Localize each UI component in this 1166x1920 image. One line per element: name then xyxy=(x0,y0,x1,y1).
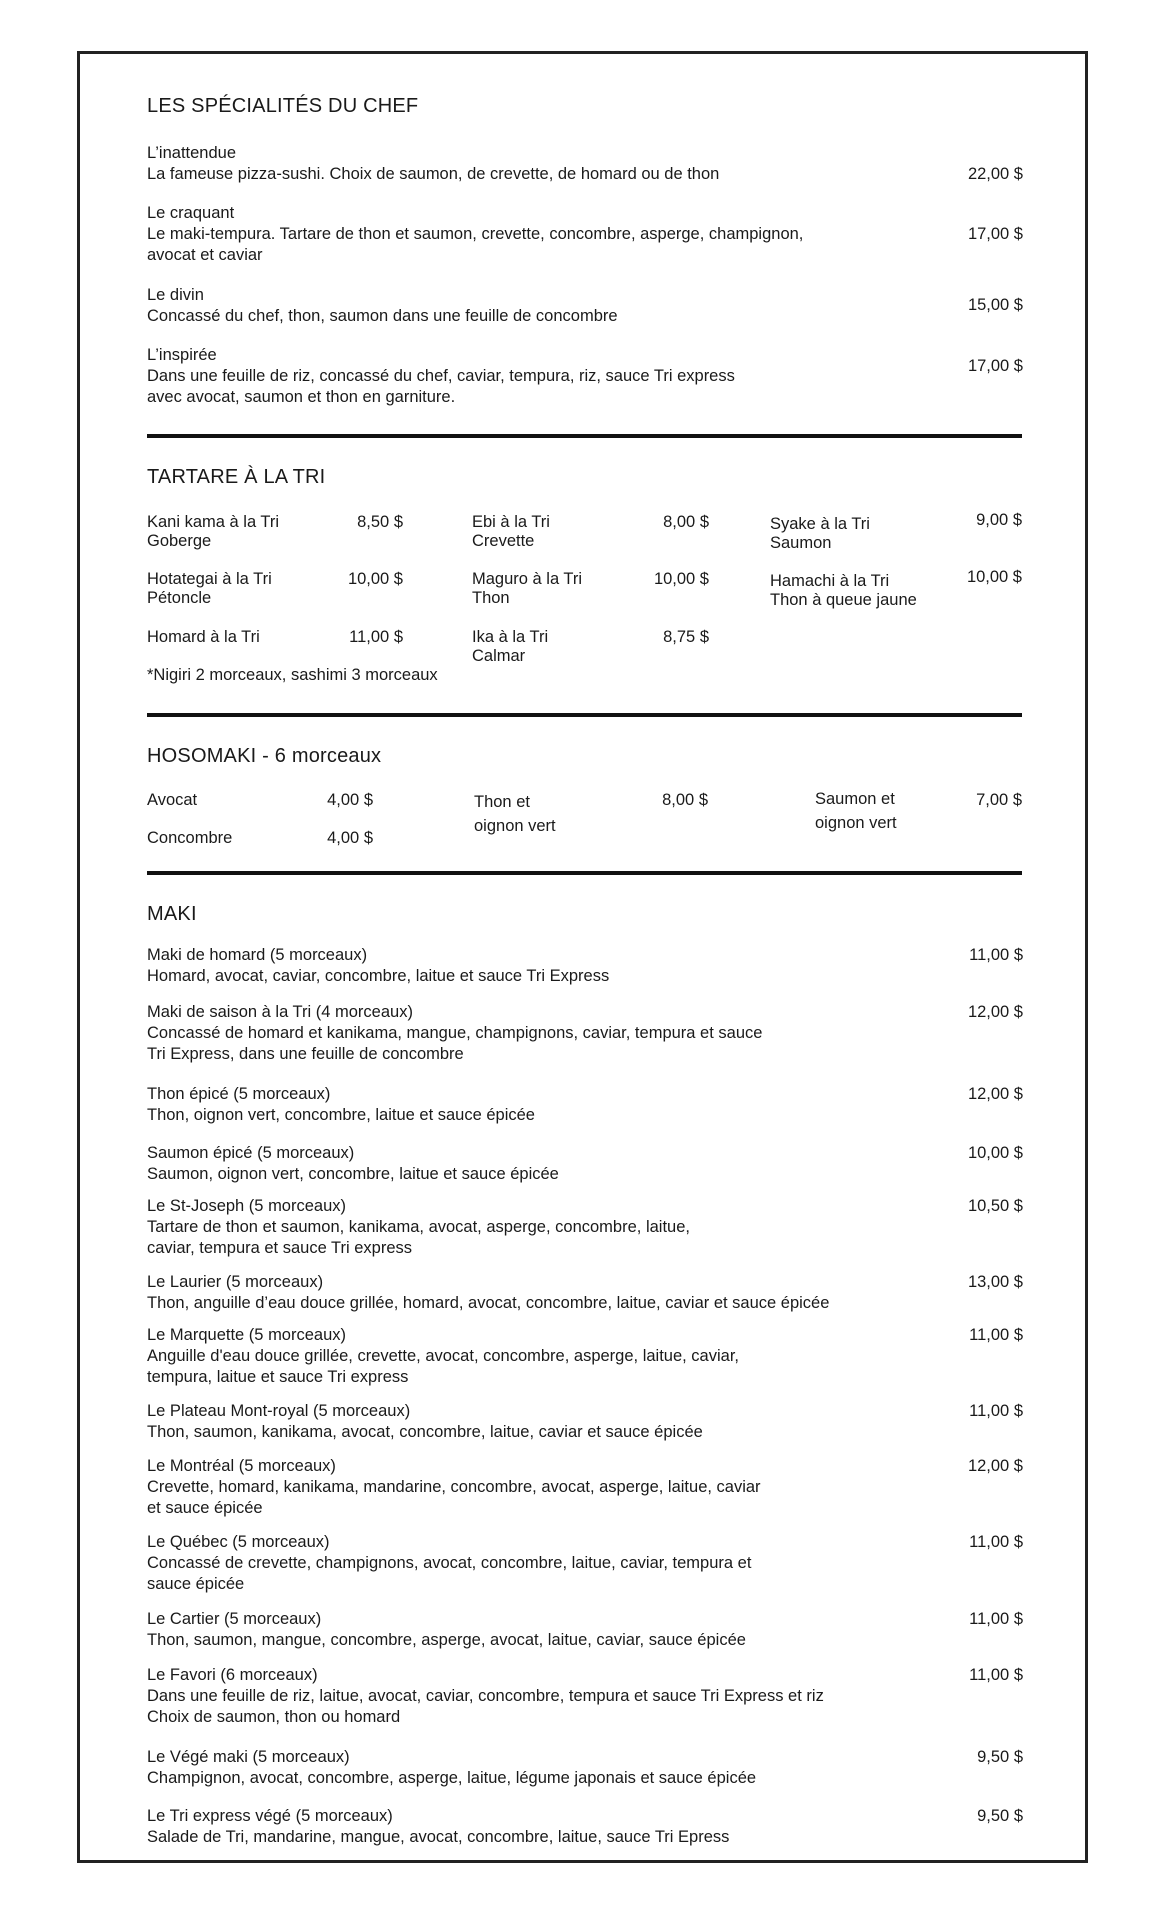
section-title-specialites: LES SPÉCIALITÉS DU CHEF xyxy=(147,95,419,117)
maki-name: Le St-Joseph (5 morceaux) xyxy=(147,1197,347,1215)
maki-name: Le Montréal (5 morceaux) xyxy=(147,1457,336,1475)
divider xyxy=(147,871,1022,875)
tartare-subtitle: Crevette xyxy=(472,532,535,550)
maki-price: 10,50 $ xyxy=(967,1197,1023,1215)
tartare-subtitle: Pétoncle xyxy=(147,589,212,607)
hosomaki-price: 4,00 $ xyxy=(327,791,373,809)
hosomaki-name: Avocat xyxy=(147,791,198,809)
item-name: L’inattendue xyxy=(147,144,237,162)
item-description: La fameuse pizza-sushi. Choix de saumon, de crevette, de homard ou de thon xyxy=(147,165,720,183)
maki-description: Tartare de thon et saumon, kanikama, avocat, asperge, concombre, laitue, caviar, tempura et sauce Tri express xyxy=(147,1218,690,1257)
maki-description: Homard, avocat, caviar, concombre, laitue et sauce Tri Express xyxy=(147,967,610,985)
tartare-subtitle: Thon xyxy=(472,589,510,607)
maki-price: 11,00 $ xyxy=(969,946,1023,964)
hosomaki-price: 8,00 $ xyxy=(662,791,708,809)
maki-price: 10,00 $ xyxy=(967,1144,1023,1162)
section-title-hosomaki: HOSOMAKI - 6 morceaux xyxy=(147,745,382,767)
maki-price: 12,00 $ xyxy=(967,1085,1023,1103)
maki-name: Saumon épicé (5 morceaux) xyxy=(147,1144,355,1162)
maki-price: 9,50 $ xyxy=(977,1807,1023,1825)
tartare-name: Hotategai à la Tri xyxy=(147,570,272,588)
maki-description: Thon, saumon, mangue, concombre, asperge, avocat, laitue, caviar, sauce épicée xyxy=(147,1631,746,1649)
tartare-price: 8,75 $ xyxy=(663,628,709,646)
tartare-price: 10,00 $ xyxy=(653,570,709,588)
tartare-price: 8,50 $ xyxy=(357,513,403,531)
maki-name: Le Favori (6 morceaux) xyxy=(147,1666,318,1684)
divider xyxy=(147,713,1022,717)
item-price: 15,00 $ xyxy=(967,296,1023,314)
maki-price: 11,00 $ xyxy=(969,1533,1023,1551)
tartare-name: Hamachi à la Tri xyxy=(770,572,890,590)
maki-price: 12,00 $ xyxy=(967,1457,1023,1475)
tartare-subtitle: Thon à queue jaune xyxy=(770,591,917,609)
tartare-name: Maguro à la Tri xyxy=(472,570,583,588)
maki-description: Thon, oignon vert, concombre, laitue et sauce épicée xyxy=(147,1106,535,1124)
tartare-price: 11,00 $ xyxy=(349,628,403,646)
tartare-price: 8,00 $ xyxy=(663,513,709,531)
maki-name: Le Laurier (5 morceaux) xyxy=(147,1273,324,1291)
tartare-name: Syake à la Tri xyxy=(770,515,870,533)
maki-price: 13,00 $ xyxy=(967,1273,1023,1291)
hosomaki-price: 7,00 $ xyxy=(976,791,1022,809)
tartare-name: Homard à la Tri xyxy=(147,628,260,646)
divider xyxy=(147,434,1022,438)
maki-description: Saumon, oignon vert, concombre, laitue et sauce épicée xyxy=(147,1165,559,1183)
maki-name: Maki de saison à la Tri (4 morceaux) xyxy=(147,1003,413,1021)
section-title-tartare: TARTARE À LA TRI xyxy=(147,466,326,488)
hosomaki-name: Saumon et oignon vert xyxy=(815,790,897,832)
maki-description: Thon, anguille d’eau douce grillée, homard, avocat, concombre, laitue, caviar et sauce épicée xyxy=(147,1294,830,1312)
maki-price: 11,00 $ xyxy=(969,1402,1023,1420)
item-description: Dans une feuille de riz, concassé du chef, caviar, tempura, riz, sauce Tri express avec avocat, saumon et thon en garniture. xyxy=(147,367,735,406)
tartare-note: *Nigiri 2 morceaux, sashimi 3 morceaux xyxy=(147,666,438,684)
maki-name: Le Tri express végé (5 morceaux) xyxy=(147,1807,393,1825)
item-description: Concassé du chef, thon, saumon dans une feuille de concombre xyxy=(147,307,618,325)
tartare-subtitle: Calmar xyxy=(472,647,526,665)
tartare-subtitle: Goberge xyxy=(147,532,212,550)
item-name: L’inspirée xyxy=(147,346,217,364)
maki-name: Le Marquette (5 morceaux) xyxy=(147,1326,347,1344)
maki-name: Le Plateau Mont-royal (5 morceaux) xyxy=(147,1402,411,1420)
hosomaki-name: Thon et oignon vert xyxy=(474,793,556,835)
item-name: Le craquant xyxy=(147,204,235,222)
maki-description: Concassé de crevette, champignons, avocat, concombre, laitue, caviar, tempura et sauce épicée xyxy=(147,1554,752,1593)
maki-price: 11,00 $ xyxy=(969,1610,1023,1628)
tartare-subtitle: Saumon xyxy=(770,534,832,552)
maki-description: Dans une feuille de riz, laitue, avocat, caviar, concombre, tempura et sauce Tri Express et riz Choix de saumon, thon ou homard xyxy=(147,1687,824,1726)
maki-name: Le Cartier (5 morceaux) xyxy=(147,1610,322,1628)
tartare-price: 10,00 $ xyxy=(347,570,403,588)
maki-price: 9,50 $ xyxy=(977,1748,1023,1766)
tartare-name: Kani kama à la Tri xyxy=(147,513,280,531)
item-name: Le divin xyxy=(147,286,204,304)
maki-description: Salade de Tri, mandarine, mangue, avocat, concombre, laitue, sauce Tri Epress xyxy=(147,1828,730,1846)
maki-name: Thon épicé (5 morceaux) xyxy=(147,1085,331,1103)
hosomaki-price: 4,00 $ xyxy=(327,829,373,847)
item-price: 17,00 $ xyxy=(967,357,1023,375)
maki-name: Le Végé maki (5 morceaux) xyxy=(147,1748,350,1766)
maki-price: 11,00 $ xyxy=(969,1666,1023,1684)
tartare-name: Ika à la Tri xyxy=(472,628,549,646)
item-description: Le maki-tempura. Tartare de thon et saumon, crevette, concombre, asperge, champignon, avocat et caviar xyxy=(147,225,804,264)
tartare-name: Ebi à la Tri xyxy=(472,513,550,531)
hosomaki-name: Concombre xyxy=(147,829,233,847)
tartare-price: 10,00 $ xyxy=(966,568,1022,586)
maki-description: Champignon, avocat, concombre, asperge, laitue, légume japonais et sauce épicée xyxy=(147,1769,757,1787)
maki-description: Thon, saumon, kanikama, avocat, concombre, laitue, caviar et sauce épicée xyxy=(147,1423,703,1441)
item-price: 22,00 $ xyxy=(967,165,1023,183)
maki-description: Concassé de homard et kanikama, mangue, champignons, caviar, tempura et sauce Tri Express, dans une feuille de concombre xyxy=(147,1024,763,1063)
maki-name: Maki de homard (5 morceaux) xyxy=(147,946,368,964)
section-title-maki: MAKI xyxy=(147,903,197,925)
item-price: 17,00 $ xyxy=(967,225,1023,243)
tartare-price: 9,00 $ xyxy=(976,511,1022,529)
maki-name: Le Québec (5 morceaux) xyxy=(147,1533,330,1551)
maki-price: 12,00 $ xyxy=(967,1003,1023,1021)
maki-description: Crevette, homard, kanikama, mandarine, concombre, avocat, asperge, laitue, caviar et sauce épicée xyxy=(147,1478,761,1517)
maki-description: Anguille d'eau douce grillée, crevette, avocat, concombre, asperge, laitue, caviar, tempura, laitue et sauce Tri express xyxy=(147,1347,739,1386)
maki-price: 11,00 $ xyxy=(969,1326,1023,1344)
